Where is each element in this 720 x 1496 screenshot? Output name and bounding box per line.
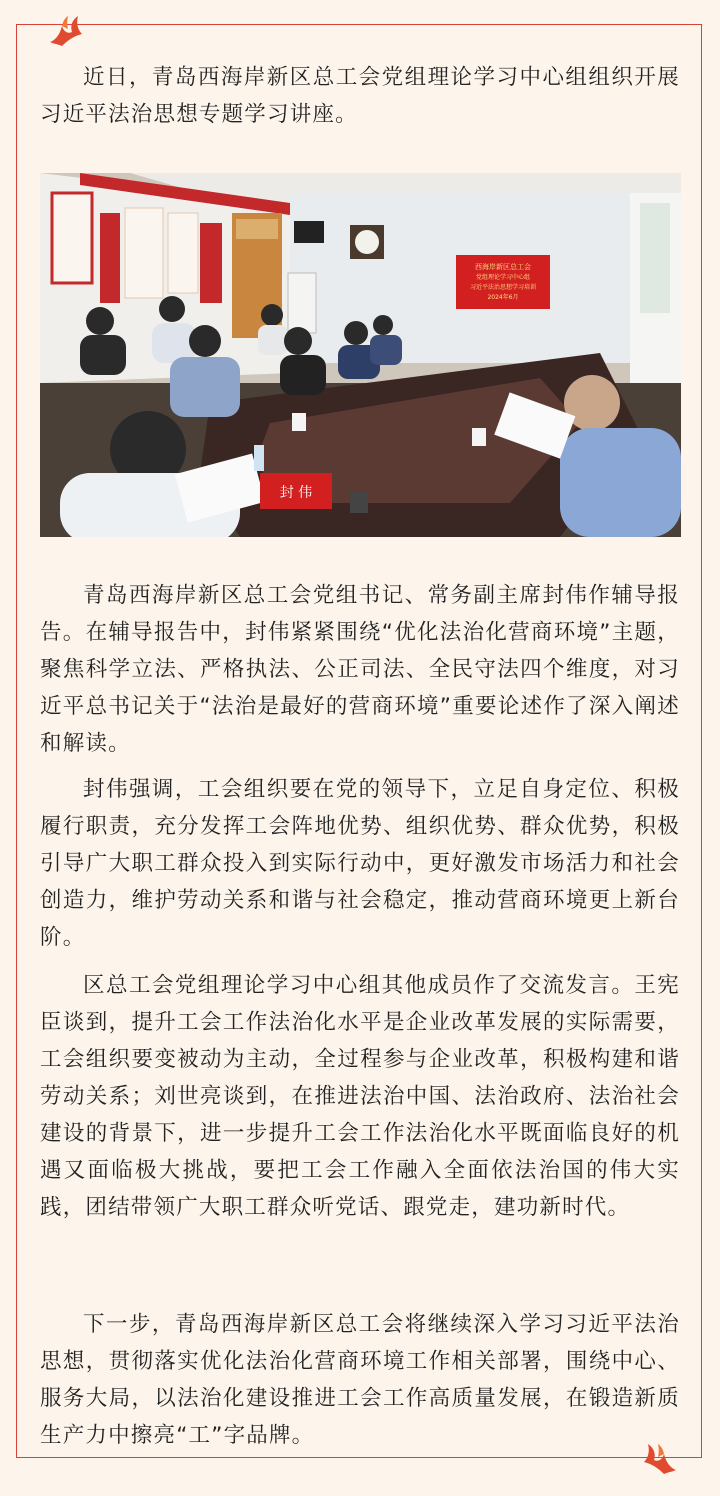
- paragraph-4: 下一步，青岛西海岸新区总工会将继续深入学习习近平法治思想，贯彻落实优化法治化营商环境工作相关部署，围绕中心、服务大局，以法治化建设推进工会工作高质量发展，在锻造新质生产力中擦亮“工”字品牌。: [40, 1312, 680, 1448]
- screen-line-2: 党组理论学习中心组: [475, 274, 531, 281]
- paragraph-1: 青岛西海岸新区总工会党组书记、常务副主席封伟作辅导报告。在辅导报告中，封伟紧紧围绕“优化法治化营商环境”主题，聚焦科学立法、严格执法、公正司法、全民守法四个维度，对习近平总书记关于“法治是最好的营商环境”重要论述作了深入阐述和解读。: [40, 583, 680, 756]
- meeting-photo: [40, 173, 681, 537]
- paragraph-2: 封伟强调，工会组织要在党的领导下，立足自身定位、积极履行职责，充分发挥工会阵地优势、组织优势、群众优势，积极引导广大职工群众投入到实际行动中，更好激发市场活力和社会创造力，维护劳动关系和谐与社会稳定，推动营商环境更上新台阶。: [40, 777, 680, 950]
- intro-paragraph: 近日，青岛西海岸新区总工会党组理论学习中心组组织开展习近平法治思想专题学习讲座。: [40, 65, 680, 127]
- name-plate: 封 伟: [279, 485, 313, 501]
- screen-line-4: 2024年6月: [487, 294, 519, 301]
- screen-line-3: 习近平法治思想学习培训: [469, 284, 537, 291]
- paragraph-3: 区总工会党组理论学习中心组其他成员作了交流发言。王宪臣谈到，提升工会工作法治化水平是企业改革发展的实际需要，工会组织要变被动为主动，全过程参与企业改革，积极构建和谐劳动关系；刘世亮谈到，在推进法治中国、法治政府、法治社会建设的背景下，进一步提升工会工作法治化水平既面临良好的机遇又面临极大挑战，要把工会工作融入全面依法治国的伟大实践，团结带领广大职工群众听党话、跟党走，建功新时代。: [40, 973, 680, 1220]
- bird-icon: [46, 12, 86, 52]
- screen-line-1: 西海岸新区总工会: [475, 263, 531, 271]
- meeting-photo-illustration: [40, 173, 681, 537]
